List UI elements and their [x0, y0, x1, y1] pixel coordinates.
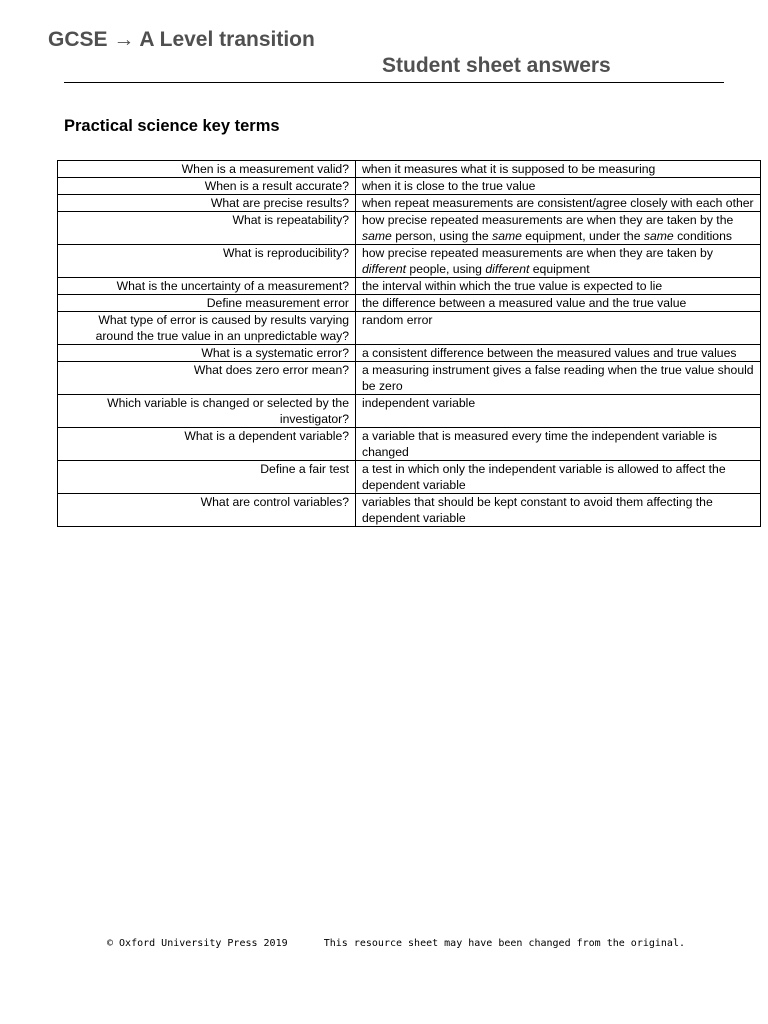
answer-cell — [356, 494, 761, 527]
answer-text: how precise repeated measurements are when they are taken by — [362, 246, 713, 260]
table-row — [58, 395, 761, 428]
answer-cell — [356, 295, 761, 312]
question-cell: What type of error is caused by results varying around the true value in an unpredictable way? — [58, 312, 356, 345]
table-row — [58, 312, 761, 345]
answer-cell — [356, 362, 761, 395]
table-row — [58, 345, 761, 362]
question-cell: When is a result accurate? — [58, 178, 356, 195]
header-divider — [64, 82, 724, 83]
key-terms-table — [57, 160, 761, 527]
table-row — [58, 212, 761, 245]
answer-text: conditions — [673, 229, 732, 243]
table-row — [58, 245, 761, 278]
answer-text: a variable that is measured every time the independent variable is changed — [362, 429, 717, 459]
answer-text: when it measures what it is supposed to be measuring — [362, 162, 656, 176]
answer-text: equipment — [529, 262, 590, 276]
answer-cell — [356, 345, 761, 362]
table-row — [58, 428, 761, 461]
answer-cell — [356, 161, 761, 178]
question-cell: What is the uncertainty of a measurement? — [58, 278, 356, 295]
answer-text: random error — [362, 313, 433, 327]
header-right-title: Student sheet answers — [382, 54, 611, 77]
key-terms-table-body — [58, 161, 761, 527]
answer-cell — [356, 195, 761, 212]
answer-text: independent variable — [362, 396, 476, 410]
question-cell: What are control variables? — [58, 494, 356, 527]
answer-emphasis: same — [362, 229, 392, 243]
answer-text: equipment, under the — [521, 229, 644, 243]
footer-notice: This resource sheet may have been changed from the original. — [323, 938, 685, 949]
answer-text: how precise repeated measurements are when they are taken by the — [362, 213, 734, 227]
answer-emphasis: same — [492, 229, 522, 243]
answer-cell — [356, 312, 761, 345]
header-left-title: GCSE → A Level transition — [48, 28, 315, 51]
answer-cell — [356, 278, 761, 295]
table-row — [58, 195, 761, 212]
answer-text: when repeat measurements are consistent/agree closely with each other — [362, 196, 754, 210]
question-cell: Which variable is changed or selected by the investigator? — [58, 395, 356, 428]
question-cell: Define measurement error — [58, 295, 356, 312]
table-row — [58, 295, 761, 312]
question-cell: What is a dependent variable? — [58, 428, 356, 461]
question-cell: What is repeatability? — [58, 212, 356, 245]
table-row — [58, 178, 761, 195]
question-cell: What is a systematic error? — [58, 345, 356, 362]
answer-emphasis: different — [485, 262, 530, 276]
question-cell: What does zero error mean? — [58, 362, 356, 395]
footer — [107, 938, 685, 949]
answer-cell — [356, 178, 761, 195]
answer-text: the interval within which the true value is expected to lie — [362, 279, 663, 293]
answer-cell — [356, 395, 761, 428]
answer-text: people, using — [406, 262, 486, 276]
question-cell: Define a fair test — [58, 461, 356, 494]
question-cell: What is reproducibility? — [58, 245, 356, 278]
answer-cell — [356, 245, 761, 278]
table-row — [58, 494, 761, 527]
table-row — [58, 362, 761, 395]
answer-text: when it is close to the true value — [362, 179, 536, 193]
answer-text: a consistent difference between the measured values and true values — [362, 346, 737, 360]
table-row — [58, 161, 761, 178]
question-cell: What are precise results? — [58, 195, 356, 212]
answer-text: person, using the — [391, 229, 493, 243]
table-row — [58, 461, 761, 494]
footer-copyright: © Oxford University Press 2019 — [107, 938, 288, 949]
answer-emphasis: different — [362, 262, 407, 276]
question-cell: When is a measurement valid? — [58, 161, 356, 178]
answer-cell — [356, 461, 761, 494]
answer-cell — [356, 428, 761, 461]
answer-text: the difference between a measured value and the true value — [362, 296, 687, 310]
answer-emphasis: same — [643, 229, 674, 243]
answer-text: a measuring instrument gives a false reading when the true value should be zero — [362, 363, 754, 393]
answer-text: a test in which only the independent variable is allowed to affect the dependent variable — [362, 462, 726, 492]
table-row — [58, 278, 761, 295]
section-title: Practical science key terms — [64, 117, 280, 135]
answer-cell — [356, 212, 761, 245]
answer-text: variables that should be kept constant to avoid them affecting the dependent variable — [362, 495, 713, 525]
